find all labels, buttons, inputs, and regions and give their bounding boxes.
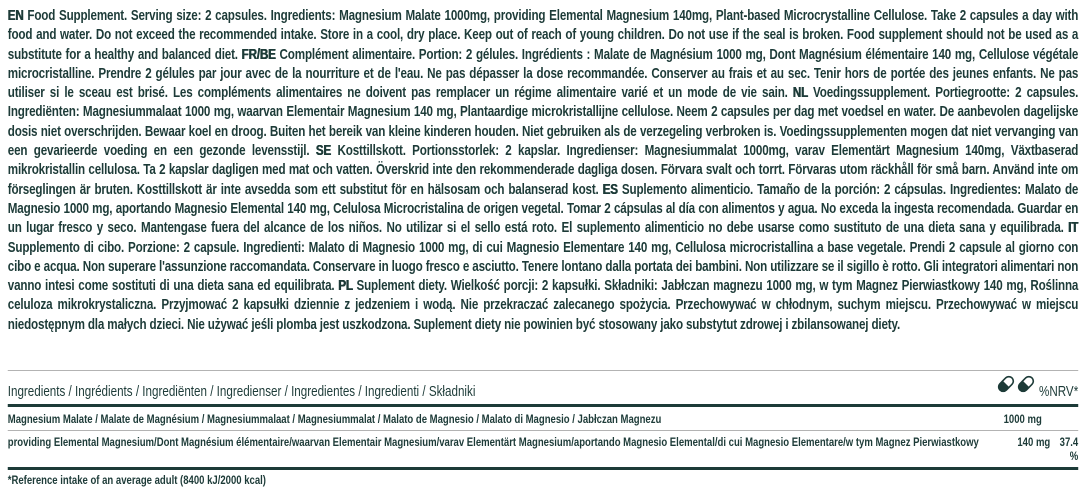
language-text: Voedingssupplement. Portiegrootte: 2 capsules. Ingrediënten: Magnesiummalaat 1000 mg, waarvan Elementair Magnesium 140 mg, Plantaardige microkristallijne cellulose. Neem 2 capsules per dag met voedsel en water. De aanbevolen dagelijske dosis niet overschrijden. Bewaar koel en droog. Buiten het bereik van kleine kinderen houden. Niet gebruiken als de verzegeling verbroken is. Voedingssupplementen mogen dat niet vervanging van een gevarieerde voeding en een gezonde levensstijl. <box>7 84 1079 160</box>
language-code: FR/BE <box>241 45 276 63</box>
ingredient-name: Magnesium Malate / Malate de Magnésium / Magnesiummalaat / Magnesiummalat / Malato de Magnesio / Malato di Magnesio / Jabłczan Magnezu <box>7 412 662 426</box>
language-code: NL <box>792 84 808 102</box>
language-code: PL <box>338 277 353 295</box>
language-text: Supplemento di cibo. Porzione: 2 capsule. Ingredienti: Malato di Magnesio 1000 mg, di cui Magnesio Elementare 140 mg, Cellulosa microcristallina a base vegetale. Prendi 2 capsule al giorno con cibo e acqua. Non superare l'assunzione raccomandata. Conservare in luogo fresco e asciutto. Tenere lontano dalla portata dei bambini. Non utilizzare se il sigillo è rotto. Gli integratori alimentari non vanno intesi come sostituti di una dieta sana ed equilibrata. <box>7 238 1079 295</box>
language-text: Food Supplement. Serving size: 2 capsules. Ingredients: Magnesium Malate 1000mg, providing Elemental Magnesium 140mg, Plant-based Microcrystalline Cellulose. Take 2 capsules a day with food and water. Do not exceed the recommended intake. Store in a cool, dry place. Keep out of reach of young children. Do not use if the seal is broken. Food supplement should not be used as a substitute for a healthy and balanced diet. <box>7 7 1079 63</box>
ingredients-column-header: Ingredients / Ingrédients / Ingrediënten / Ingredienser / Ingredientes / Ingredienti / Składniki <box>7 383 476 400</box>
ingredient-name: providing Elemental Magnesium/Dont Magnésium élémentaire/waarvan Elementair Magnesium/varav Elementärt Magnesium/aportando Magnesio Elemental/di cui Magnesio Elementare/w tym Magnez Pierwiastkowy <box>7 435 979 449</box>
language-text: Complément alimentaire. Portion: 2 gélules. Ingrédients : Malate de Magnésium 1000 mg, Dont Magnésium élémentaire 140 mg, Cellulose végétale microcristalline. Prendre 2 gélules par jour avec de la nourriture et de l'eau. Ne pas dépasser la dose recommandée. Conserver au frais et au sec. Tenir hors de portée des jeunes enfants. Ne pas utiliser si le sceau est brisé. Les compléments alimentaires ne doivent pas remplacer un régime alimentaire varié et un mode de vie sain. <box>7 45 1079 102</box>
nrv-column-header: %NRV* <box>1038 383 1079 400</box>
ingredient-amount: 140 mg <box>1017 435 1051 449</box>
language-text: Suplement diety. Wielkość porcji: 2 kapsułki. Składniki: Jabłczan magnezu 1000 mg, w tym Magnez Pierwiastkowy 140 mg, Roślinna celuloza mikrokrystaliczna. Przyjmować 2 kapsułki dziennie z jedzeniem i wodą. Nie przekraczać zalecanego spożycia. Przechowywać w chłodnym, suchym miejscu. Przechowywać w miejscu niedostępnym dla małych dzieci. Nie używać jeśli plomba jest uszkodzona. Suplement diety nie powinien być stosowany jako substytut zdrowej i zbilansowanej diety. <box>7 277 1079 333</box>
language-code: ES <box>602 180 618 198</box>
table-row <box>8 430 1078 467</box>
reference-footnote: *Reference intake of an average adult (8400 kJ/2000 kcal) <box>7 472 266 487</box>
table-row <box>8 407 1078 430</box>
language-code: EN <box>7 7 24 24</box>
ingredients-table-header <box>8 371 1078 407</box>
ingredient-nrv: 37.4 % <box>1059 435 1079 463</box>
language-text: Suplemento alimenticio. Tamaño de la porción: 2 cápsulas. Ingredientes: Malato de Magnesio 1000 mg, aportando Magnesio Elemental 140 mg, Celulosa Microcristalina de origen vegetal. Tomar 2 cápsulas al día con alimentos y agua. No exceda la ingesta recomendada. Guardar en un lugar fresco y seco. Mantengase fuera del alcance de los niños. No utilizar si el sello está roto. El suplemento alimenticio no debe usarse como sustituto de una dieta sana y equilibrada. <box>7 180 1079 237</box>
supplement-label-panel <box>0 6 1086 487</box>
language-code: SE <box>315 142 332 160</box>
language-code: IT <box>1068 219 1079 237</box>
ingredient-amount: 1000 mg <box>1003 412 1042 426</box>
capsules-icon <box>995 375 1039 393</box>
multilingual-label-paragraph <box>8 6 1078 355</box>
ingredients-table-body <box>8 407 1078 467</box>
language-text: Kosttillskott. Portionsstorlek: 2 kapslar. Ingredienser: Magnesiummalat 1000mg, varav Elementärt Magnesium 140mg, Växtbaserad mikrokristallin cellulosa. Ta 2 kapslar dagligen med mat och vatten. Överskrid inte den rekommenderade dagliga dosen. Förvara svalt och torrt. Förvaras utom räckhåll för små barn. Använd inte om förseglingen är bruten. Kosttillskott är inte avsedda som ett substitut för en hälsosam och balanserad kost. <box>7 142 1079 198</box>
